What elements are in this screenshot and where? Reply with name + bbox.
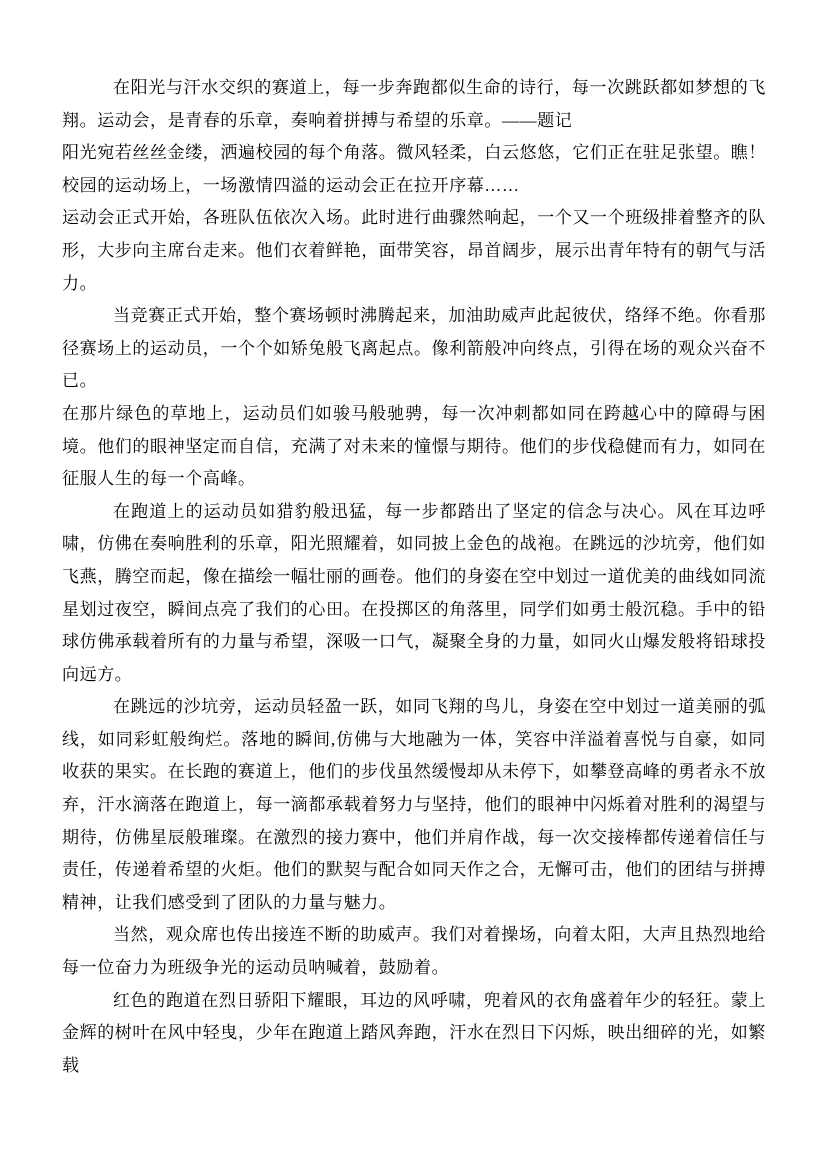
essay-paragraph-opening: 阳光宛若丝丝金缕，洒遍校园的每个角落。微风轻柔，白云悠悠，它们正在驻足张望。瞧！校园的运动场上，一场激情四溢的运动会正在拉开序幕…… <box>62 143 766 195</box>
essay-paragraph-red-track: 红色的跑道在烈日骄阳下耀眼，耳边的风呼啸，兜着风的衣角盛着年少的轻狂。蒙上金辉的树叶在风中轻曳，少年在跑道上踏风奔跑，汗水在烈日下闪烁，映出细碎的光，如繁载 <box>62 990 766 1075</box>
essay-paragraph-entrance: 运动会正式开始，各班队伍依次入场。此时进行曲骤然响起，一个又一个班级排着整齐的队形，大步向主席台走来。他们衣着鲜艳，面带笑容，昂首阔步，展示出青年特有的朝气与活力。 <box>62 208 766 293</box>
essay-body <box>62 72 766 1082</box>
essay-paragraph-audience: 当然，观众席也传出接连不断的助威声。我们对着操场，向着太阳，大声且热烈地给每一位奋力为班级争光的运动员呐喊着，鼓励着。 <box>62 925 766 978</box>
essay-paragraph-long-jump: 在跳远的沙坑旁，运动员轻盈一跃，如同飞翔的鸟儿，身姿在空中划过一道美丽的弧线，如同彩虹般绚烂。落地的瞬间,仿佛与大地融为一体，笑容中洋溢着喜悦与自豪，如同收获的果实。在长跑的赛道上，他们的步伐虽然缓慢却从未停下，如攀登高峰的勇者永不放弃，汗水滴落在跑道上，每一滴都承载着努力与坚持，他们的眼神中闪烁着对胜利的渴望与期待，仿佛星辰般璀璨。在激烈的接力赛中，他们并肩作战，每一次交接棒都传递着信任与责任，传递着希望的火炬。他们的默契与配合如同天作之合，无懈可击，他们的团结与拼搏精神，让我们感受到了团队的力量与魅力。 <box>62 697 766 912</box>
essay-paragraph-race-start: 当竞赛正式开始，整个赛场顿时沸腾起来，加油助威声此起彼伏，络绎不绝。你看那径赛场上的运动员，一个个如矫兔般飞离起点。像利箭般冲向终点，引得在场的观众兴奋不已。 <box>62 306 766 391</box>
essay-paragraph-epigraph: 在阳光与汗水交织的赛道上，每一步奔跑都似生命的诗行，每一次跳跃都如梦想的飞翔。运动会，是青春的乐章，奏响着拼搏与希望的乐章。——题记 <box>62 78 766 130</box>
essay-paragraph-track-events: 在跑道上的运动员如猎豹般迅猛，每一步都踏出了坚定的信念与决心。风在耳边呼啸，仿佛在奏响胜利的乐章，阳光照耀着，如同披上金色的战袍。在跳远的沙坑旁，他们如飞燕，腾空而起，像在描绘一幅壮丽的画卷。他们的身姿在空中划过一道优美的曲线如同流星划过夜空，瞬间点亮了我们的心田。在投掷区的角落里，同学们如勇士般沉稳。手中的铅球仿佛承载着所有的力量与希望，深吸一口气，凝聚全身的力量，如同火山爆发般将铅球投向远方。 <box>62 501 766 684</box>
essay-paragraph-grass-field: 在那片绿色的草地上，运动员们如骏马般驰骋，每一次冲刺都如同在跨越心中的障碍与困境。他们的眼神坚定而自信，充满了对未来的憧憬与期待。他们的步伐稳健而有力，如同在征服人生的每一个高峰。 <box>62 403 766 489</box>
